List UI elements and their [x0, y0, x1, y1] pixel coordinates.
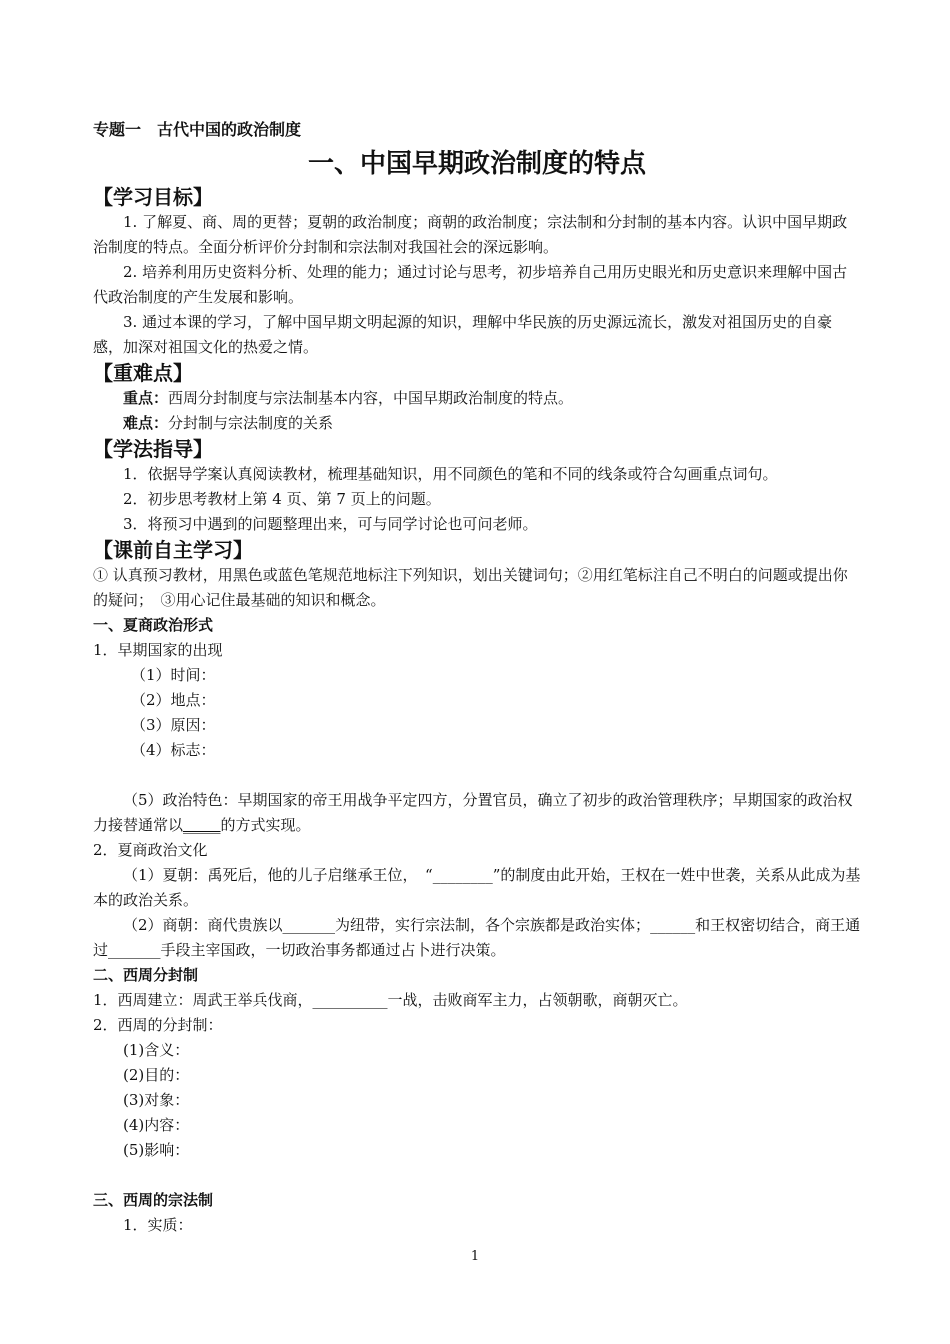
zhou-text: 1．西周建立：周武王举兵伐商， — [93, 991, 313, 1009]
part2-question-2: 2．西周的分封制： — [93, 1016, 223, 1034]
fenfeng-item-object: (3)对象： — [123, 1091, 190, 1109]
part3-heading: 三、西周的宗法制 — [93, 1191, 214, 1209]
part1-heading: 一、夏商政治形式 — [93, 616, 214, 634]
feature-text-end: 的方式实现。 — [220, 816, 311, 834]
fenfeng-item-content: (4)内容： — [123, 1116, 190, 1134]
part3-question-1: 1．实质： — [123, 1216, 193, 1234]
difficult-point — [93, 411, 861, 436]
topic-heading: 专题一 古代中国的政治制度 — [93, 120, 302, 139]
fenfeng-item-impact: (5)影响： — [123, 1141, 190, 1159]
shang-paragraph — [93, 913, 861, 963]
page-title: 一、中国早期政治制度的特点 — [307, 149, 646, 179]
part2-question-1 — [93, 988, 861, 1013]
fill-blank: __________ — [312, 991, 388, 1009]
page-number: 1 — [470, 1249, 480, 1264]
shang-text: （2）商朝：商代贵族以 — [123, 916, 283, 934]
shang-text-3: 和王权密切结合，商王通过 — [93, 916, 861, 959]
method-item-1: 1．依据导学案认真阅读教材，梳理基础知识，用不同颜色的笔和不同的线条或符合勾画重点词句。 — [123, 465, 778, 483]
key-point — [93, 386, 861, 411]
goal-item-2: 2. 培养利用历史资料分析、处理的能力；通过讨论与思考，初步培养自己用历史眼光和历史意识来理解中国古代政治制度的产生发展和影响。 — [93, 263, 848, 306]
goals-heading: 【学习目标】 — [93, 185, 213, 209]
part1-question-1: 1．早期国家的出现 — [93, 641, 223, 659]
fill-blank: ______ — [650, 916, 696, 934]
diff-text: 分封制与宗法制度的关系 — [168, 414, 334, 432]
part2-heading: 二、西周分封制 — [93, 966, 199, 984]
method-item-2: 2．初步思考教材上第 4 页、第 7 页上的问题。 — [123, 490, 441, 508]
feature-text: （5）政治特色：早期国家的帝王用战争平定四方，分置官员，确立了初步的政治管理秩序；早期国家的政治权力接替通常以 — [93, 791, 853, 834]
spacer — [93, 763, 861, 788]
key-label: 重点： — [123, 389, 169, 407]
method-heading: 【学法指导】 — [93, 437, 213, 461]
diff-label: 难点： — [123, 414, 169, 432]
part1-q1-item-sign: （4）标志： — [131, 741, 216, 759]
shang-text-2: 为纽带，实行宗法制，各个宗族都是政治实体； — [335, 916, 651, 934]
xia-text-end: ”的制度由此开始，王权在一姓中世袭，关系从此成为基本的政治关系。 — [93, 866, 861, 909]
part1-question-2: 2．夏商政治文化 — [93, 841, 208, 859]
fill-blank: _____ — [183, 816, 221, 834]
xia-text: （1）夏朝：禹死后，他的儿子启继承王位， “ — [123, 866, 433, 884]
selfstudy-heading: 【课前自主学习】 — [93, 538, 253, 562]
part1-q1-item-feature — [93, 788, 861, 838]
selfstudy-intro: ① 认真预习教材，用黑色或蓝色笔规范地标注下列知识，划出关键词句；②用红笔标注自己不明白的问题或提出你的疑问； ③用心记住最基础的知识和概念。 — [93, 566, 848, 609]
fill-blank: _______ — [282, 916, 336, 934]
goal-item-1: 1. 了解夏、商、周的更替；夏朝的政治制度；商朝的政治制度；宗法制和分封制的基本内容。认识中国早期政治制度的特点。全面分析评价分封制和宗法制对我国社会的深远影响。 — [93, 213, 848, 256]
fenfeng-item-purpose: (2)目的： — [123, 1066, 190, 1084]
method-item-3: 3．将预习中遇到的问题整理出来，可与同学讨论也可问老师。 — [123, 515, 538, 533]
part1-q1-item-cause: （3）原因： — [131, 716, 216, 734]
keypoints-heading: 【重难点】 — [93, 361, 193, 385]
fill-blank: ________ — [432, 866, 493, 884]
part1-q1-item-place: （2）地点： — [131, 691, 216, 709]
goal-item-3: 3. 通过本课的学习，了解中国早期文明起源的知识，理解中华民族的历史源远流长，激发对祖国历史的自豪感，加深对祖国文化的热爱之情。 — [93, 313, 833, 356]
part1-q1-item-time: （1）时间： — [131, 666, 216, 684]
shang-text-end: 手段主宰国政，一切政治事务都通过占卜进行决策。 — [160, 941, 506, 959]
zhou-text-end: 一战，击败商军主力，占领朝歌，商朝灭亡。 — [387, 991, 688, 1009]
fill-blank: _______ — [108, 941, 161, 959]
document-page — [93, 118, 861, 1238]
spacer — [93, 1163, 861, 1188]
xia-paragraph — [93, 863, 861, 913]
fenfeng-item-meaning: (1)含义： — [123, 1041, 190, 1059]
key-text: 西周分封制度与宗法制基本内容，中国早期政治制度的特点。 — [168, 389, 574, 407]
